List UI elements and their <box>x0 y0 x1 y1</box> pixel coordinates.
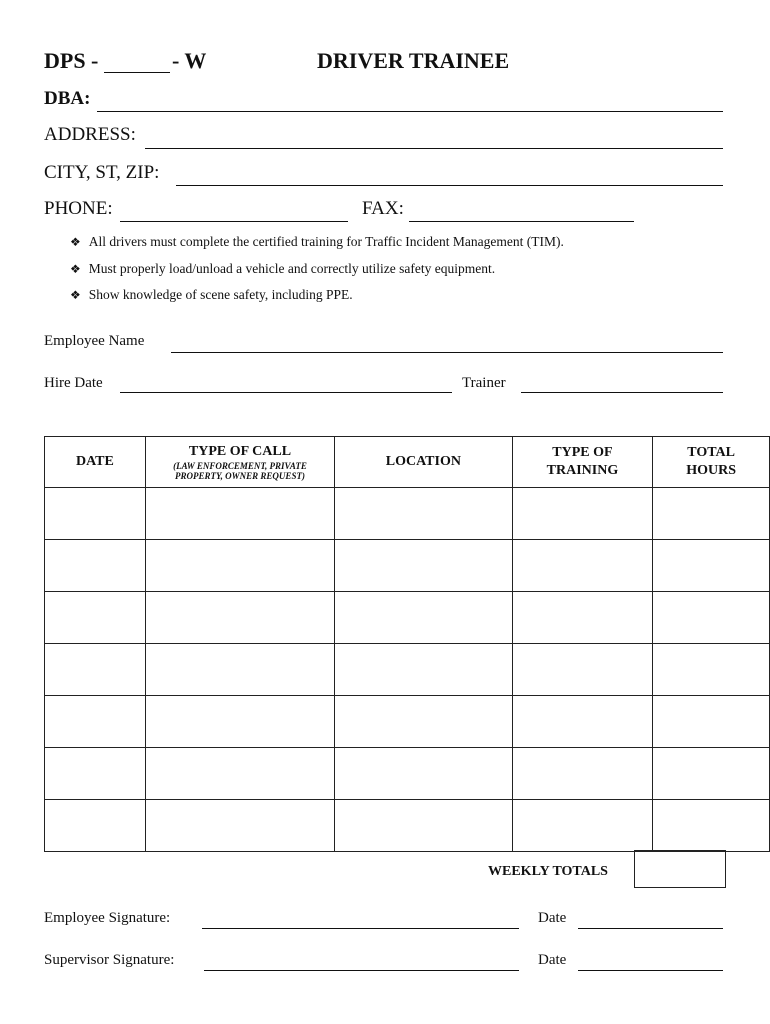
supervisor-date-field[interactable] <box>578 970 723 971</box>
table-row <box>45 488 770 540</box>
form-title: DRIVER TRAINEE <box>317 48 510 73</box>
weekly-totals-label: WEEKLY TOTALS <box>488 864 608 879</box>
requirement-item: ❖ All drivers must complete the certified training for Traffic Incident Management (TIM). <box>70 234 564 249</box>
diamond-bullet-icon: ❖ <box>70 235 81 249</box>
form-code-prefix: DPS - <box>44 48 99 73</box>
employee-signature-label: Employee Signature: <box>44 910 171 926</box>
hire-date-field[interactable] <box>120 392 452 393</box>
city-label: CITY, ST, ZIP: <box>44 162 160 183</box>
employee-date-label: Date <box>538 910 567 926</box>
hire-date-label: Hire Date <box>44 375 103 391</box>
trainer-field[interactable] <box>521 392 723 393</box>
form-code-suffix: - W <box>172 48 207 73</box>
column-subheader-type-of-call: (LAW ENFORCEMENT, PRIVATE PROPERTY, OWNER REQUEST) <box>173 461 307 481</box>
form-code-blank[interactable] <box>104 72 170 73</box>
address-label: ADDRESS: <box>44 124 136 145</box>
column-header-date: DATE <box>45 437 146 488</box>
phone-label: PHONE: <box>44 198 113 219</box>
column-header-type-of-call: TYPE OF CALL (LAW ENFORCEMENT, PRIVATE PROPERTY, OWNER REQUEST) <box>145 437 334 488</box>
dba-label: DBA: <box>44 88 91 109</box>
employee-date-field[interactable] <box>578 928 723 929</box>
supervisor-signature-label: Supervisor Signature: <box>44 952 175 968</box>
column-header-location: LOCATION <box>335 437 513 488</box>
supervisor-signature-field[interactable] <box>204 970 519 971</box>
column-header-total-hours: TOTAL HOURS <box>653 437 770 488</box>
phone-field[interactable] <box>120 221 348 222</box>
table-row <box>45 540 770 592</box>
diamond-bullet-icon: ❖ <box>70 262 81 276</box>
employee-name-label: Employee Name <box>44 333 145 349</box>
column-header-type-of-training: TYPE OF TRAINING <box>512 437 653 488</box>
dba-field[interactable] <box>97 111 723 112</box>
employee-name-field[interactable] <box>171 352 723 353</box>
table-row <box>45 592 770 644</box>
employee-signature-field[interactable] <box>202 928 519 929</box>
fax-label: FAX: <box>362 198 404 219</box>
training-log-table <box>44 436 770 852</box>
supervisor-date-label: Date <box>538 952 567 968</box>
trainer-label: Trainer <box>462 375 506 391</box>
table-row <box>45 748 770 800</box>
table-header-row <box>45 437 770 488</box>
diamond-bullet-icon: ❖ <box>70 288 81 302</box>
address-field[interactable] <box>145 148 723 149</box>
weekly-totals-box[interactable] <box>634 850 726 888</box>
table-row <box>45 644 770 696</box>
table-row <box>45 800 770 852</box>
table-row <box>45 696 770 748</box>
requirement-item: ❖ Show knowledge of scene safety, including PPE. <box>70 287 353 302</box>
fax-field[interactable] <box>409 221 634 222</box>
city-st-zip-field[interactable] <box>176 185 723 186</box>
requirement-item: ❖ Must properly load/unload a vehicle and correctly utilize safety equipment. <box>70 261 496 276</box>
